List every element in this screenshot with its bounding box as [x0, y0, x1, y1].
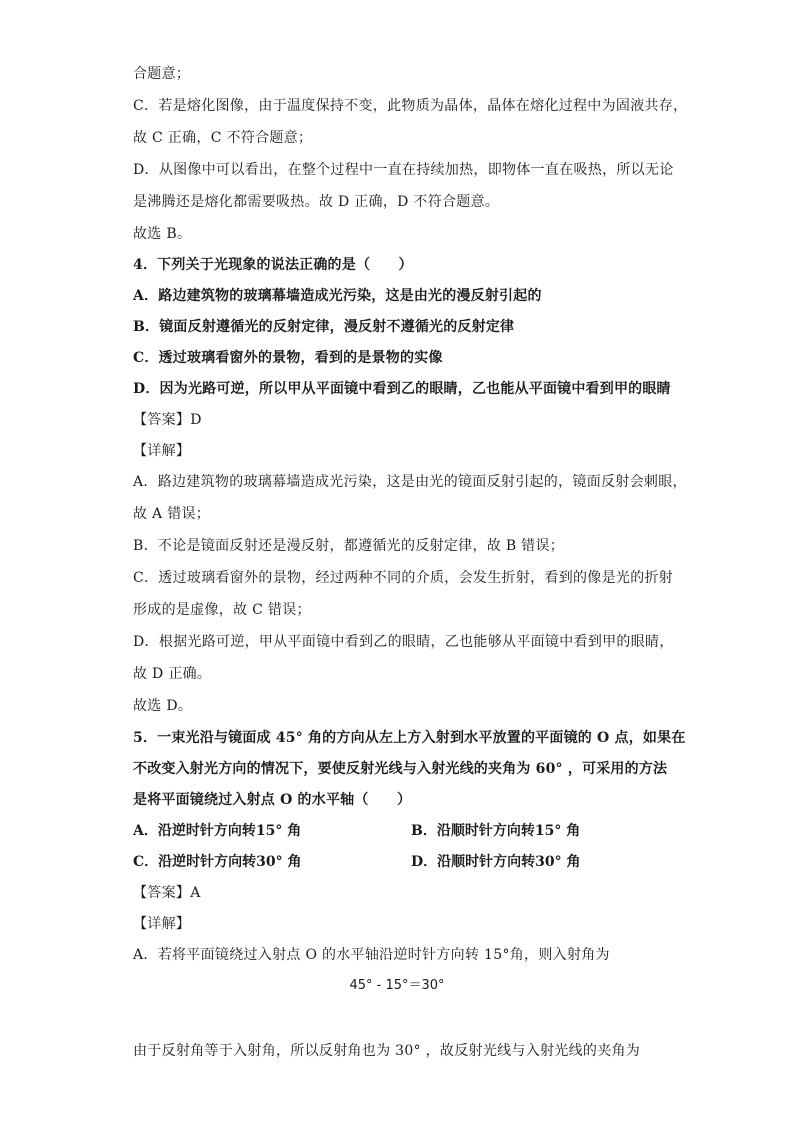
question-5-option-b: B．沿顺时针方向转15° 角: [411, 823, 581, 839]
question-5-option-c: C．沿逆时针方向转30° 角: [133, 854, 302, 870]
question-5-detail-heading: 【详解】: [133, 916, 191, 932]
question-5-stem-line: 是将平面镜绕过入射点 O 的水平轴（ ）: [133, 792, 412, 808]
text-line: 由于反射角等于入射角，所以反射角也为 30° ，故反射光线与入射光线的夹角为: [133, 1043, 641, 1059]
text-line: A．路边建筑物的玻璃幕墙造成光污染，这是由光的镜面反射引起的，镜面反射会刺眼，: [133, 474, 687, 490]
text-line: B．不论是镜面反射还是漫反射，都遵循光的反射定律，故 B 错误；: [133, 538, 565, 554]
question-4-option-c: C．透过玻璃看窗外的景物，看到的是景物的实像: [133, 350, 443, 366]
text-line: 故 C 正确，C 不符合题意；: [133, 130, 313, 146]
question-4-option-d: D．因为光路可逆，所以甲从平面镜中看到乙的眼睛，乙也能从平面镜中看到甲的眼睛: [133, 381, 671, 397]
question-5-answer: 【答案】A: [133, 885, 201, 901]
text-line: 是沸腾还是熔化都需要吸热。故 D 正确，D 不符合题意。: [133, 194, 500, 210]
text-line: 故 A 错误；: [133, 506, 211, 522]
question-5-stem-line: 5．一束光沿与镜面成 45° 角的方向从左上方入射到水平放置的平面镜的 O 点，如果在: [133, 730, 686, 746]
text-line: C．透过玻璃看窗外的景物，经过两种不同的介质，会发生折射，看到的像是光的折射: [133, 570, 674, 586]
question-5-option-d: D．沿顺时针方向转30° 角: [411, 854, 581, 870]
question-4-answer: 【答案】D: [133, 412, 202, 428]
text-line: 形成的是虚像，故 C 错误；: [133, 602, 311, 618]
text-line: A．若将平面镜绕过入射点 O 的水平轴沿逆时针方向转 15°角，则入射角为: [133, 947, 610, 963]
question-5-options-row: [133, 852, 673, 872]
question-5-option-a: A．沿逆时针方向转15° 角: [133, 823, 302, 839]
question-4-detail-heading: 【详解】: [133, 443, 191, 459]
question-4-stem: 4．下列关于光现象的说法正确的是（ ）: [133, 257, 413, 273]
text-line: C．若是熔化图像，由于温度保持不变，此物质为晶体，晶体在熔化过程中为固液共存，: [133, 98, 688, 114]
text-line: 合题意；: [133, 66, 191, 82]
question-4-option-b: B．镜面反射遵循光的反射定律，漫反射不遵循光的反射定律: [133, 319, 515, 335]
text-line: 故选 B。: [133, 226, 192, 242]
text-line: 故选 D。: [133, 698, 193, 714]
text-line: 故 D 正确。: [133, 666, 212, 682]
formula-line: 45° - 15°＝30°: [349, 978, 445, 993]
question-5-stem-line: 不改变入射光方向的情况下，要使反射光线与入射光线的夹角为 60° ，可采用的方法: [133, 761, 668, 777]
text-line: D．从图像中可以看出，在整个过程中一直在持续加热，即物体一直在吸热，所以无论: [133, 162, 674, 178]
question-4-option-a: A．路边建筑物的玻璃幕墙造成光污染，这是由光的漫反射引起的: [133, 288, 542, 304]
question-5-options-row: [133, 821, 673, 841]
text-line: D．根据光路可逆，甲从平面镜中看到乙的眼睛，乙也能够从平面镜中看到甲的眼睛，: [133, 634, 674, 650]
